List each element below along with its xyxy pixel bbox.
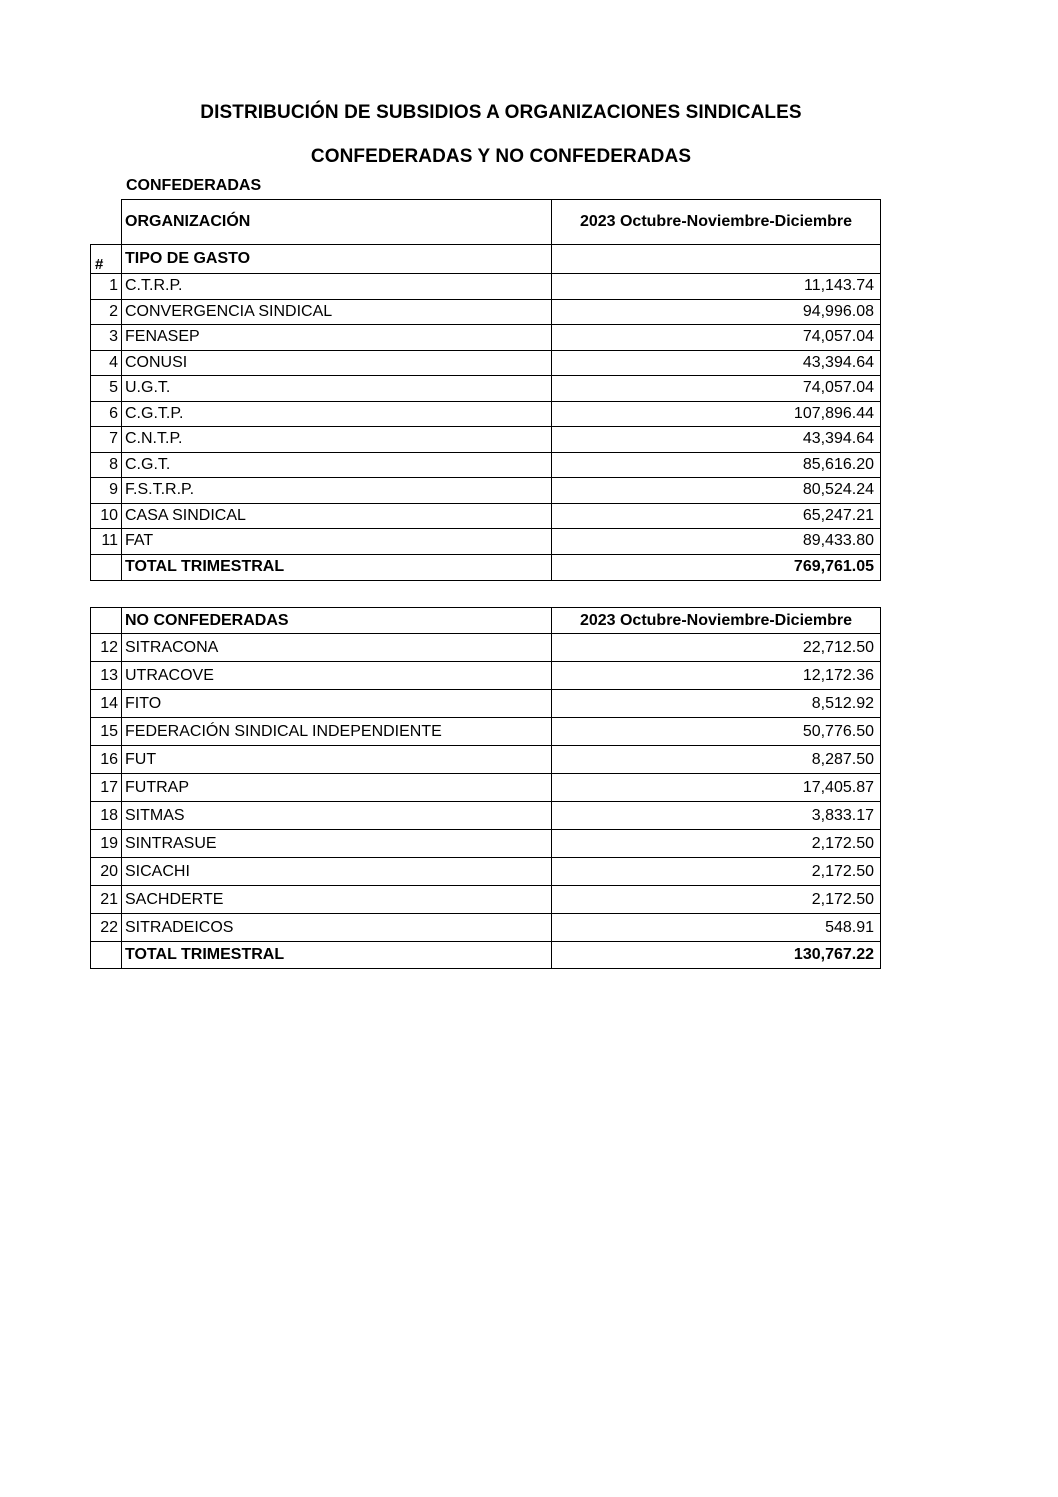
table-row <box>91 690 881 718</box>
table-row <box>91 886 881 914</box>
organization-name: FENASEP <box>122 325 552 351</box>
amount-value: 43,394.64 <box>552 350 881 376</box>
amount-value: 548.91 <box>552 914 881 942</box>
organization-name: FEDERACIÓN SINDICAL INDEPENDIENTE <box>122 718 552 746</box>
document-title: DISTRIBUCIÓN DE SUBSIDIOS A ORGANIZACIONES SINDICALES <box>200 102 802 123</box>
amount-value: 74,057.04 <box>552 325 881 351</box>
tipo-gasto-row <box>91 245 881 274</box>
amount-value: 8,512.92 <box>552 690 881 718</box>
row-number: 17 <box>91 774 122 802</box>
table-row <box>91 376 881 402</box>
row-number: 1 <box>91 274 122 300</box>
tipo-gasto-value-empty <box>552 245 881 274</box>
organization-name: SACHDERTE <box>122 886 552 914</box>
amount-value: 2,172.50 <box>552 830 881 858</box>
table-row <box>91 299 881 325</box>
organization-name: U.G.T. <box>122 376 552 402</box>
row-number: 12 <box>91 634 122 662</box>
total-row <box>91 554 881 580</box>
row-number: 13 <box>91 662 122 690</box>
row-number: 4 <box>91 350 122 376</box>
organization-name: CONUSI <box>122 350 552 376</box>
amount-value: 74,057.04 <box>552 376 881 402</box>
row-number: 15 <box>91 718 122 746</box>
amount-value: 11,143.74 <box>552 274 881 300</box>
row-number: 2 <box>91 299 122 325</box>
table-row <box>91 858 881 886</box>
amount-value: 3,833.17 <box>552 802 881 830</box>
header-period: 2023 Octubre-Noviembre-Diciembre <box>552 200 881 245</box>
amount-value: 2,172.50 <box>552 858 881 886</box>
no-confederadas-table <box>90 607 881 969</box>
table-row <box>91 478 881 504</box>
header-organizacion: ORGANIZACIÓN <box>122 200 552 245</box>
row-number: 7 <box>91 427 122 453</box>
organization-name: SICACHI <box>122 858 552 886</box>
amount-value: 80,524.24 <box>552 478 881 504</box>
organization-name: SITRACONA <box>122 634 552 662</box>
total-value: 769,761.05 <box>552 554 881 580</box>
organization-name: C.G.T.P. <box>122 401 552 427</box>
amount-value: 2,172.50 <box>552 886 881 914</box>
organization-name: SITRADEICOS <box>122 914 552 942</box>
table-row <box>91 350 881 376</box>
row-number: 10 <box>91 503 122 529</box>
header-hash-blank <box>91 200 122 245</box>
organization-name: FITO <box>122 690 552 718</box>
row-number: 6 <box>91 401 122 427</box>
organization-name: FAT <box>122 529 552 555</box>
row-number: 3 <box>91 325 122 351</box>
row-number: 5 <box>91 376 122 402</box>
organization-name: SITMAS <box>122 802 552 830</box>
document-subtitle: CONFEDERADAS Y NO CONFEDERADAS <box>310 146 692 167</box>
organization-name: UTRACOVE <box>122 662 552 690</box>
amount-value: 85,616.20 <box>552 452 881 478</box>
table-row <box>91 830 881 858</box>
organization-name: CASA SINDICAL <box>122 503 552 529</box>
organization-name: F.S.T.R.P. <box>122 478 552 504</box>
header-period: 2023 Octubre-Noviembre-Diciembre <box>552 608 881 634</box>
total-label: TOTAL TRIMESTRAL <box>122 554 552 580</box>
table-row <box>91 662 881 690</box>
total-value: 130,767.22 <box>552 942 881 969</box>
row-number: 18 <box>91 802 122 830</box>
table-row <box>91 274 881 300</box>
row-number: 20 <box>91 858 122 886</box>
table-row <box>91 718 881 746</box>
table-row <box>91 634 881 662</box>
row-number: 8 <box>91 452 122 478</box>
row-number: 11 <box>91 529 122 555</box>
table-row <box>91 529 881 555</box>
table-row <box>91 746 881 774</box>
amount-value: 65,247.21 <box>552 503 881 529</box>
amount-value: 50,776.50 <box>552 718 881 746</box>
amount-value: 17,405.87 <box>552 774 881 802</box>
amount-value: 94,996.08 <box>552 299 881 325</box>
amount-value: 43,394.64 <box>552 427 881 453</box>
row-number: 14 <box>91 690 122 718</box>
row-number: 16 <box>91 746 122 774</box>
amount-value: 22,712.50 <box>552 634 881 662</box>
header-hash-blank <box>91 608 122 634</box>
total-label: TOTAL TRIMESTRAL <box>122 942 552 969</box>
organization-name: FUTRAP <box>122 774 552 802</box>
table-row <box>91 802 881 830</box>
confederadas-header-row <box>91 200 881 245</box>
total-number-blank <box>91 942 122 969</box>
total-number-blank <box>91 554 122 580</box>
amount-value: 8,287.50 <box>552 746 881 774</box>
row-number: 22 <box>91 914 122 942</box>
table-row <box>91 427 881 453</box>
row-number: 21 <box>91 886 122 914</box>
header-no-confederadas: NO CONFEDERADAS <box>122 608 552 634</box>
organization-name: C.G.T. <box>122 452 552 478</box>
row-number: 9 <box>91 478 122 504</box>
organization-name: SINTRASUE <box>122 830 552 858</box>
table-row <box>91 401 881 427</box>
tipo-gasto-label: TIPO DE GASTO <box>122 245 552 274</box>
table-row <box>91 325 881 351</box>
confederadas-section-label: CONFEDERADAS <box>126 177 262 194</box>
total-row <box>91 942 881 969</box>
table-row <box>91 914 881 942</box>
organization-name: C.N.T.P. <box>122 427 552 453</box>
confederadas-table <box>90 199 881 581</box>
organization-name: FUT <box>122 746 552 774</box>
table-row <box>91 503 881 529</box>
table-row <box>91 452 881 478</box>
organization-name: C.T.R.P. <box>122 274 552 300</box>
row-number: 19 <box>91 830 122 858</box>
amount-value: 12,172.36 <box>552 662 881 690</box>
hash-header: # <box>91 245 122 274</box>
no-confederadas-header-row <box>91 608 881 634</box>
amount-value: 107,896.44 <box>552 401 881 427</box>
organization-name: CONVERGENCIA SINDICAL <box>122 299 552 325</box>
table-row <box>91 774 881 802</box>
amount-value: 89,433.80 <box>552 529 881 555</box>
